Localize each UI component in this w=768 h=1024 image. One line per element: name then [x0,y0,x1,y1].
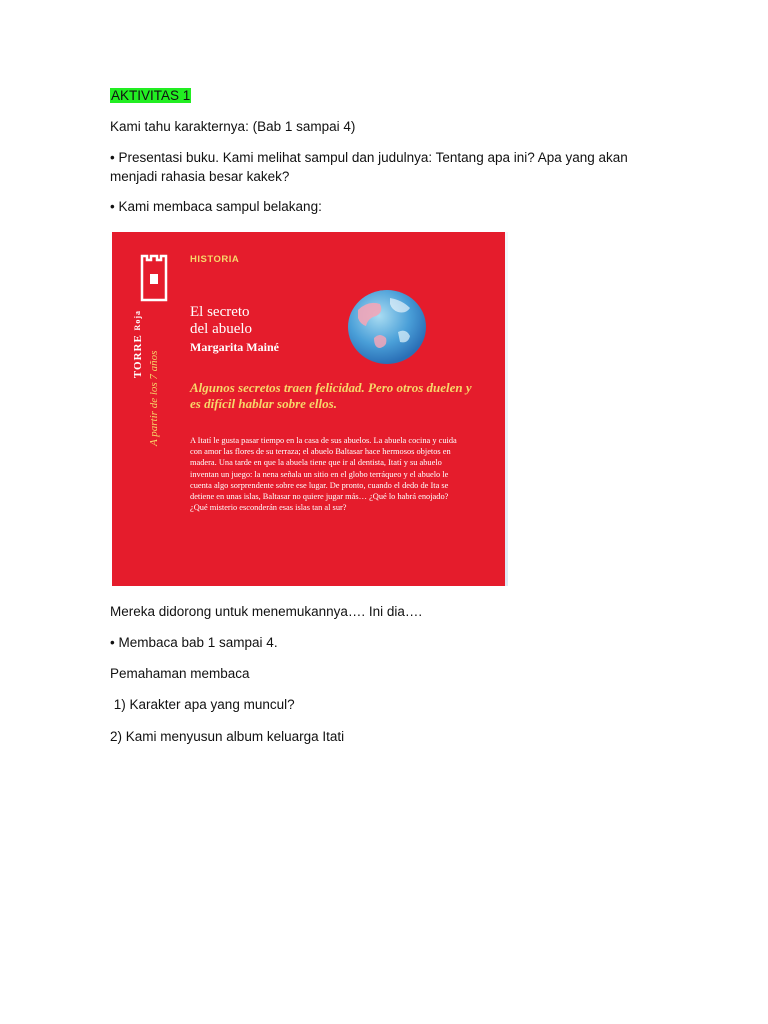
age-label: A partir de los 7 años [148,350,160,446]
series-small-label: Roja [133,310,142,331]
paragraph-characters: Kami tahu karakternya: (Bab 1 sampai 4) [110,119,356,134]
paragraph-reading: • Membaca bab 1 sampai 4. [110,635,278,650]
collection-label: HISTORIA [190,254,240,265]
paragraph-back-cover: • Kami membaca sampul belakang: [110,199,322,214]
globe-illustration-icon [346,288,428,366]
question-characters: 1) Karakter apa yang muncul? [110,697,295,712]
tower-logo-icon [140,254,168,302]
book-author: Margarita Mainé [190,340,279,354]
series-name: TORRE Roja [132,310,144,379]
book-back-cover [112,232,505,586]
book-title: El secreto del abuelo [190,304,253,337]
book-tagline: Algunos secretos traen felicidad. Pero otros duelen y es difícil hablar sobre ellos. [190,380,472,411]
book-blurb: A Itatí le gusta pasar tiempo en la casa de sus abuelos. La abuela cocina y cuida con amor las flores de su terraza; el abuelo Baltasar hace hermosos objetos en madera. Una tarde en que la abuela tiene que ir al dentista, Itatí y su abuelo inventan un juego: la nena señala un sitio en el globo terráqueo y el abuelo le cuenta algo sorprendente sobre ese lugar. De pronto, cuando el dedo de Ita se detiene en unas islas, Baltasar no quiere jugar más… ¿Qué lo habrá enojado? ¿Qué misterio esconderán esas islas tan al sur? [190,436,457,513]
cover-edge [505,232,508,586]
paragraph-presentation: • Presentasi buku. Kami melihat sampul dan judulnya: Tentang apa ini? Apa yang akan menjadi rahasia besar kakek? [110,150,628,184]
paragraph-comprehension: Pemahaman membaca [110,666,250,681]
paragraph-discover: Mereka didorong untuk menemukannya…. Ini dia…. [110,604,423,619]
activity-heading: AKTIVITAS 1 [111,88,191,103]
task-family-album: 2) Kami menyusun album keluarga Itati [110,729,345,744]
